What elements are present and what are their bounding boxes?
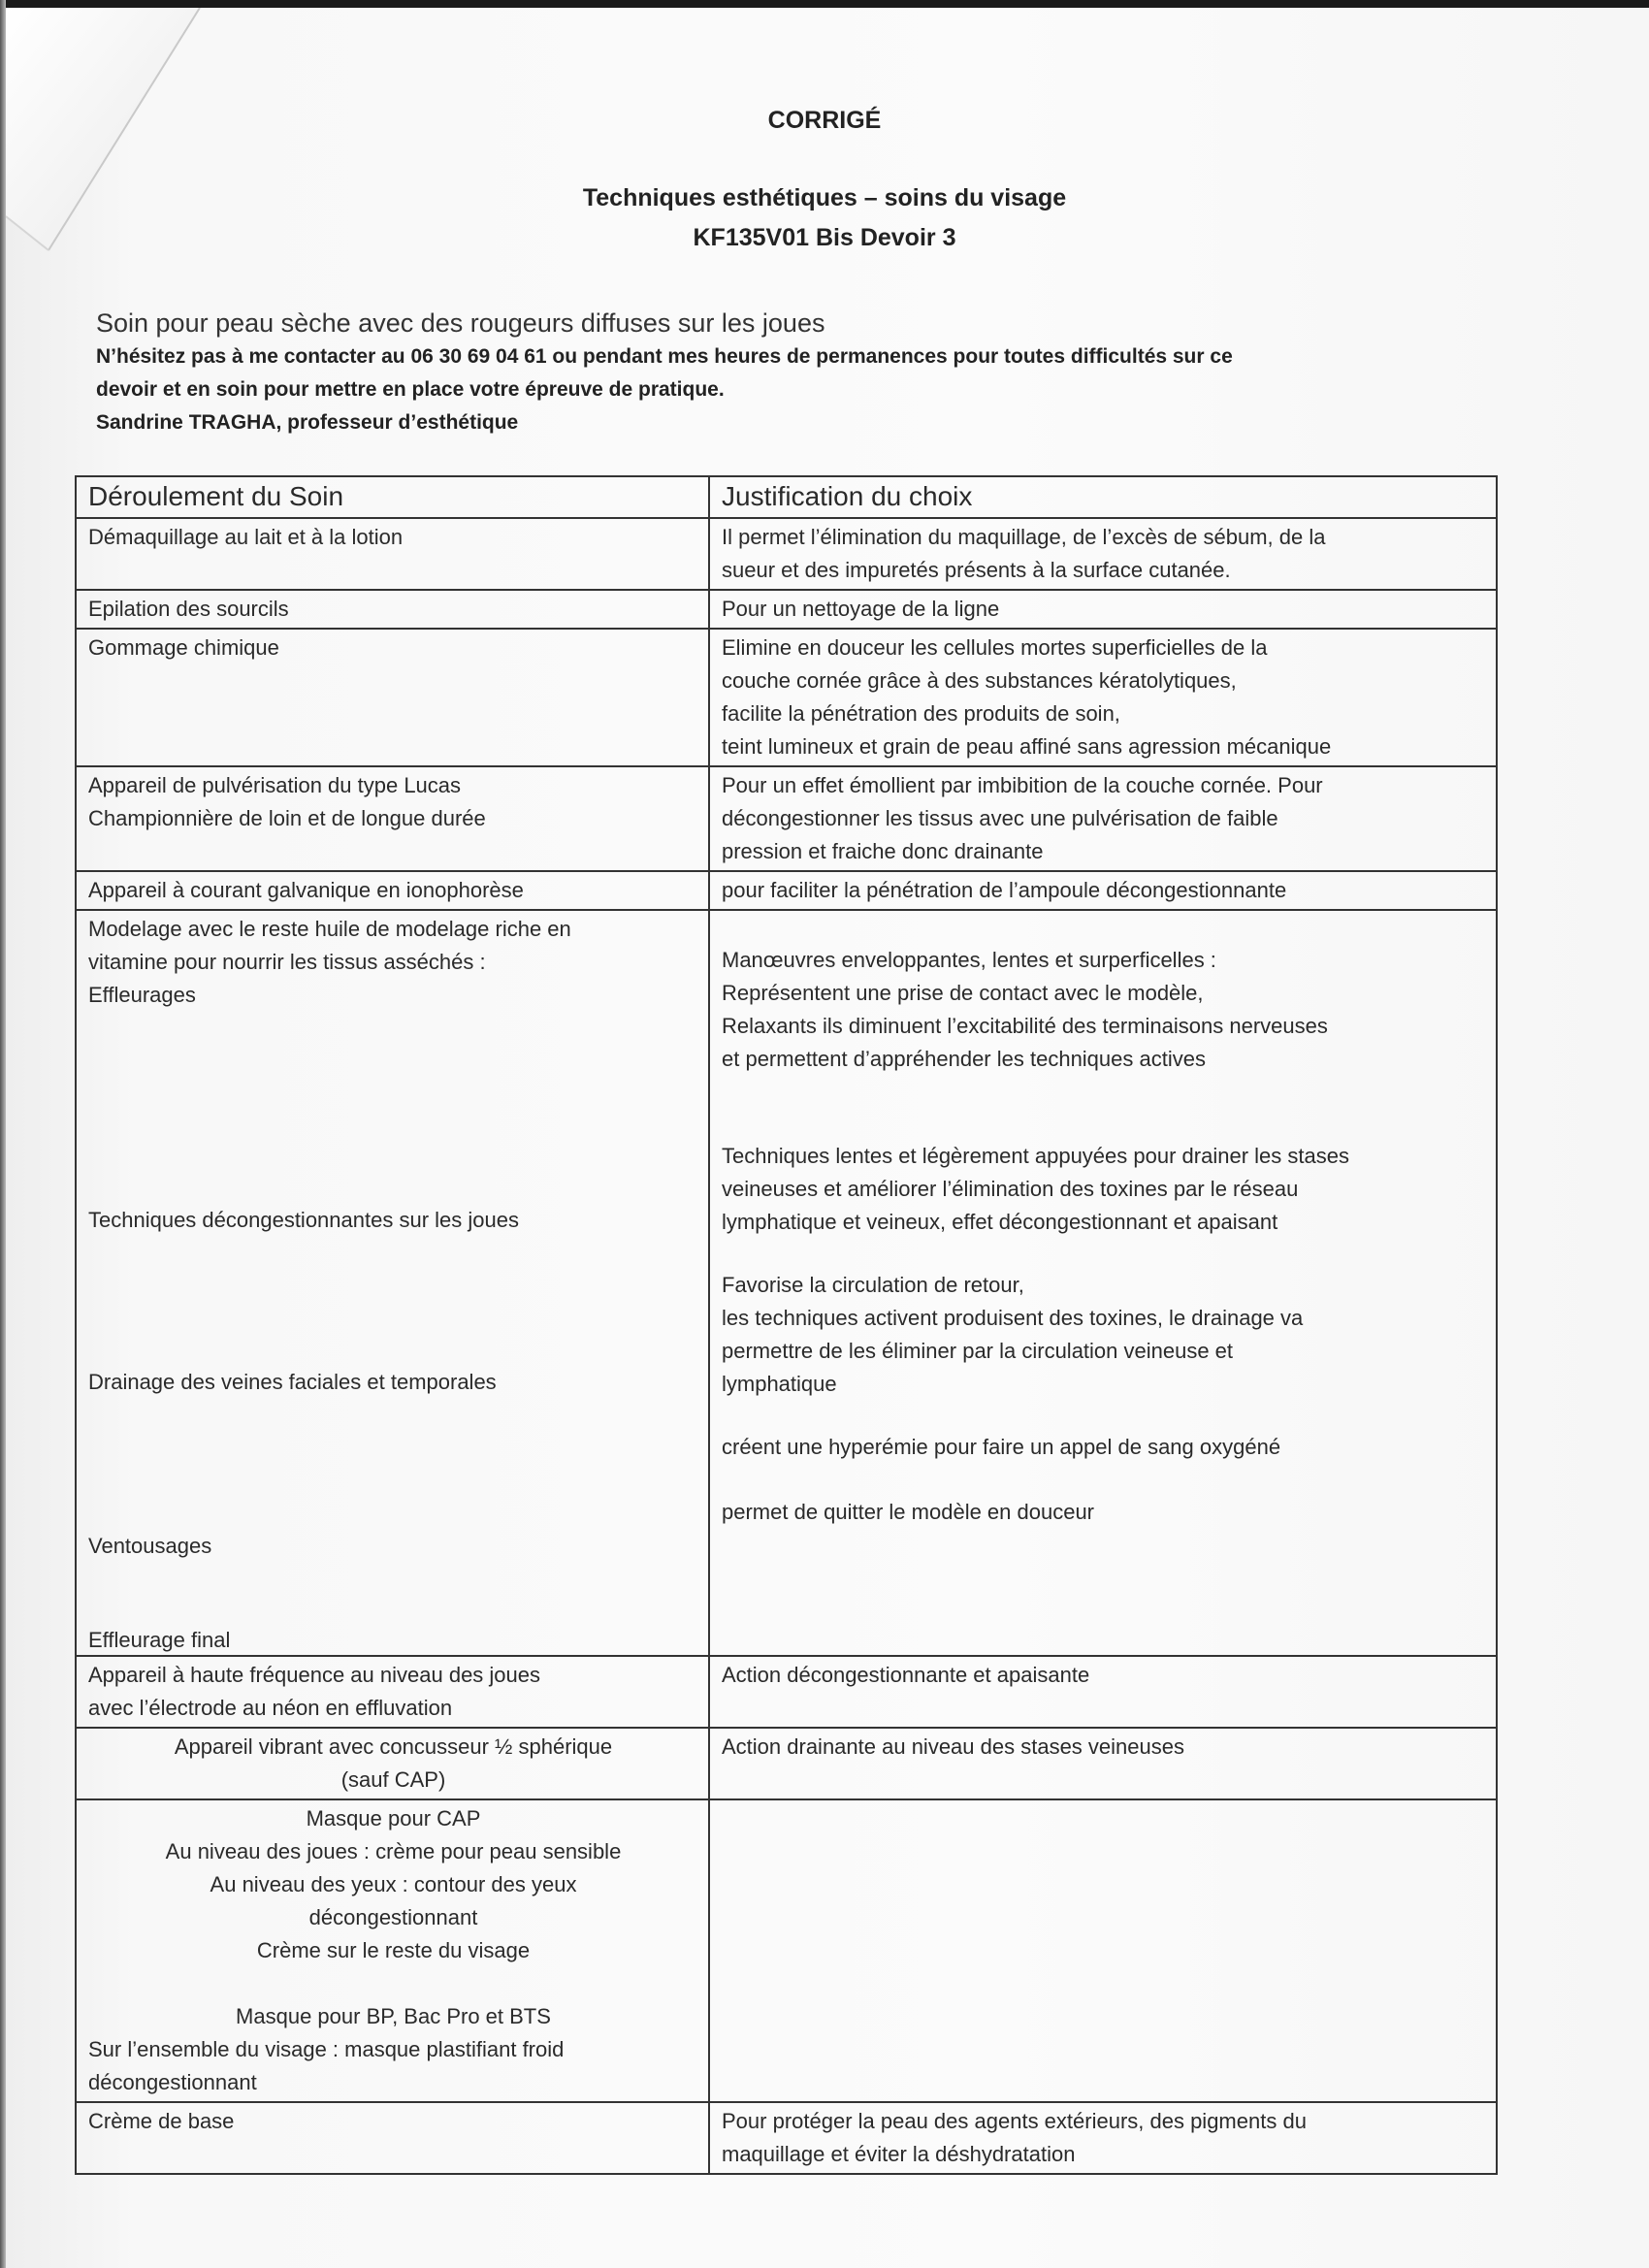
masque-bp-text: décongestionnant [88,2070,257,2094]
step-cell [76,910,709,1656]
step-text: Gommage chimique [88,635,279,660]
step-cell [76,2102,709,2174]
justification-text: permettre de les éliminer par la circulation veineuse et [722,1339,1234,1363]
justification-text: Techniques lentes et légèrement appuyées pour drainer les stases [722,1144,1349,1168]
substep-drainage: Drainage des veines faciales et temporales [88,1370,497,1394]
step-text: Crème de base [88,2109,235,2133]
document-code: KF135V01 Bis Devoir 3 [693,224,956,251]
justification-text: facilite la pénétration des produits de soin, [722,701,1120,726]
table-row [76,1656,1497,1728]
justification-cell [709,629,1497,766]
justification-text: les techniques activent produisent des toxines, le drainage va [722,1306,1304,1330]
justification-text: Relaxants ils diminuent l’excitabilité des terminaisons nerveuses [722,1014,1328,1038]
substep-effleurages: Effleurages [88,983,196,1007]
masque-bp-text: Sur l’ensemble du visage : masque plastifiant froid [88,2037,565,2061]
signature: Sandrine TRAGHA, professeur d’esthétique [96,411,519,434]
justification-cell [709,2102,1497,2174]
masque-bp-text: Masque pour BP, Bac Pro et BTS [236,2004,551,2028]
justification-text: maquillage et éviter la déshydratation [722,2142,1076,2166]
justification-text: créent une hyperémie pour faire un appel de sang oxygéné [722,1435,1281,1459]
care-table [75,475,1498,2175]
table-row [76,629,1497,766]
step-cell [76,1799,709,2102]
table-row [76,2102,1497,2174]
spacer [88,1967,698,2000]
justification-text: Pour un effet émollient par imbibition de la couche cornée. Pour [722,773,1323,797]
step-text: Epilation des sourcils [88,597,289,621]
step-intro-text: Modelage avec le reste huile de modelage riche en [88,917,571,941]
justification-text: veineuses et améliorer l’élimination des toxines par le réseau [722,1177,1299,1201]
step-text: Appareil de pulvérisation du type Lucas [88,773,462,797]
table-row [76,871,1497,910]
care-heading: Soin pour peau sèche avec des rougeurs diffuses sur les joues [96,308,825,338]
justification-text: couche cornée grâce à des substances kératolytiques, [722,668,1237,693]
justification-text: pour faciliter la pénétration de l’ampoule décongestionnante [722,878,1287,902]
document-title: CORRIGÉ [767,107,882,134]
justification-text: Manœuvres enveloppantes, lentes et surperficelles : [722,948,1216,972]
justification-text: Pour un nettoyage de la ligne [722,597,1000,621]
masque-cap-text: Masque pour CAP [306,1806,481,1831]
justification-text: lymphatique [722,1372,837,1396]
document-subtitle: Techniques esthétiques – soins du visage [582,184,1067,211]
contact-line-1: N’hésitez pas à me contacter au 06 30 69 04 61 ou pendant mes heures de permanences pour toutes difficultés sur ce [96,345,1233,368]
step-cell [76,766,709,871]
table-row [76,518,1497,590]
header-justification: Justification du choix [709,476,1497,518]
table-header-row [76,476,1497,518]
justification-text: Elimine en douceur les cellules mortes superficielles de la [722,635,1268,660]
justification-cell [709,518,1497,590]
justification-text: lymphatique et veineux, effet décongestionnant et apaisant [722,1210,1278,1234]
masque-cap-text: décongestionnant [308,1905,478,1929]
justification-text: Représentent une prise de contact avec le modèle, [722,981,1204,1005]
justification-block [722,1269,1303,1401]
intro-section [96,308,1512,439]
step-text: Appareil à courant galvanique en ionophorèse [88,878,524,902]
justification-cell-empty [709,1799,1497,2102]
step-intro-text: vitamine pour nourrir les tissus asséchés : [88,950,486,974]
step-text: Championnière de loin et de longue durée [88,806,486,830]
step-text: Démaquillage au lait et à la lotion [88,525,404,549]
justification-cell [709,1656,1497,1728]
substep-techniques-decongestionnantes: Techniques décongestionnantes sur les joues [88,1208,519,1232]
masque-cap-text: Crème sur le reste du visage [256,1938,531,1962]
step-text: Appareil à haute fréquence au niveau des joues [88,1663,541,1687]
table-row-masque [76,1799,1497,2102]
justification-cell [709,590,1497,629]
step-text: (sauf CAP) [340,1767,446,1792]
step-cell [76,1656,709,1728]
table-row [76,766,1497,871]
justification-text: pression et fraiche donc drainante [722,839,1044,863]
justification-text: décongestionner les tissus avec une pulvérisation de faible [722,806,1278,830]
justification-block [722,1496,1094,1529]
justification-cell [709,871,1497,910]
justification-text: Favorise la circulation de retour, [722,1273,1024,1297]
justification-text: Action drainante au niveau des stases veineuses [722,1734,1184,1759]
step-text: avec l’électrode au néon en effluvation [88,1696,453,1720]
justification-text: et permettent d’appréhender les techniques actives [722,1047,1206,1071]
justification-block [722,944,1328,1076]
step-cell [76,518,709,590]
justification-cell [709,910,1497,1656]
step-text: Appareil vibrant avec concusseur ½ sphérique [174,1734,613,1759]
table-row [76,1728,1497,1799]
header-step: Déroulement du Soin [76,476,709,518]
justification-block [722,1431,1280,1464]
justification-cell [709,766,1497,871]
step-cell [76,1728,709,1799]
justification-text: Il permet l’élimination du maquillage, de l’excès de sébum, de la [722,525,1326,549]
contact-line-2: devoir et en soin pour mettre en place votre épreuve de pratique. [96,378,725,401]
step-cell [76,629,709,766]
table-row [76,590,1497,629]
step-cell [76,590,709,629]
justification-text: Action décongestionnante et apaisante [722,1663,1090,1687]
justification-text: teint lumineux et grain de peau affiné sans agression mécanique [722,734,1332,759]
scan-border-top [0,0,1649,8]
justification-block [722,1140,1349,1239]
justification-text: sueur et des impuretés présents à la surface cutanée. [722,558,1231,582]
justification-cell [709,1728,1497,1799]
step-cell [76,871,709,910]
substep-ventousages: Ventousages [88,1534,212,1558]
masque-cap-text: Au niveau des joues : crème pour peau sensible [165,1839,622,1863]
justification-text: Pour protéger la peau des agents extérieurs, des pigments du [722,2109,1307,2133]
substep-effleurage-final: Effleurage final [88,1628,231,1652]
masque-cap-text: Au niveau des yeux : contour des yeux [210,1872,577,1896]
justification-text: permet de quitter le modèle en douceur [722,1500,1095,1524]
table-row-modelage [76,910,1497,1656]
